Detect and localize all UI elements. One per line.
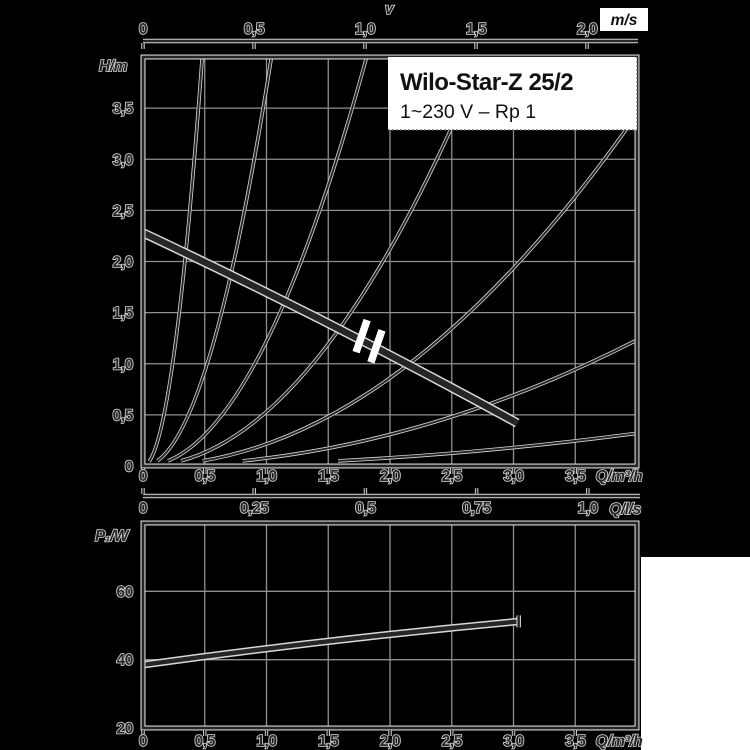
power-axis-label: P₁/W xyxy=(95,528,129,545)
lps-axis-tick-label: 0,5 xyxy=(355,500,376,517)
bottom-x-tick-label: 2,0 xyxy=(379,733,401,750)
head-y-tick-label: 0 xyxy=(124,458,133,476)
v-axis-label: v xyxy=(384,1,394,18)
product-title: Wilo-Star-Z 25/2 xyxy=(400,69,574,96)
top-x-tick-label: 1,0 xyxy=(256,468,277,485)
power-y-tick-label: 60 xyxy=(116,583,133,601)
ms-unit-box xyxy=(600,8,648,31)
bottom-x-tick-label: 1,0 xyxy=(256,733,277,750)
top-x-tick-label: 3,5 xyxy=(565,468,586,485)
bottom-x-tick-label: 3,0 xyxy=(503,733,524,750)
v-axis-tick-label: 0,5 xyxy=(243,21,265,38)
head-y-tick-label: 3,5 xyxy=(112,100,133,118)
top-x-tick-label: 1,5 xyxy=(318,468,339,485)
lps-axis-tick-label: 1,0 xyxy=(577,500,598,517)
v-axis-tick-label: 1,5 xyxy=(465,21,487,38)
head-y-tick-label: 2,5 xyxy=(112,202,133,220)
product-subtitle: 1~230 V – Rp 1 xyxy=(400,101,537,123)
v-axis-tick-label: 0 xyxy=(138,21,148,38)
head-y-tick-label: 1,0 xyxy=(112,356,133,374)
power-y-tick-label: 20 xyxy=(116,720,133,738)
top-x-tick-label: 2,5 xyxy=(441,468,462,485)
bottom-flow-unit-label: Q/m³/h xyxy=(595,733,643,750)
power-y-tick-label: 40 xyxy=(116,652,133,670)
white-patch xyxy=(641,557,750,750)
top-x-tick-label: 2,0 xyxy=(379,468,401,485)
bottom-x-tick-label: 0 xyxy=(138,733,148,750)
lps-axis-tick-label: 0,25 xyxy=(239,500,269,517)
ms-unit-label: m/s xyxy=(610,12,638,29)
bottom-x-tick-label: 2,5 xyxy=(441,733,462,750)
top-x-tick-label: 3,0 xyxy=(503,468,524,485)
head-y-tick-label: 2,0 xyxy=(112,254,133,271)
bottom-x-tick-label: 1,5 xyxy=(318,733,339,750)
head-y-tick-label: 1,5 xyxy=(112,305,133,323)
lps-axis-tick-label: 0 xyxy=(138,500,148,517)
lps-unit-label: Q/l/s xyxy=(609,501,641,518)
lps-axis-tick-label: 0,75 xyxy=(462,500,491,517)
head-axis-label: H/m xyxy=(99,58,128,75)
head-y-tick-label: 3,0 xyxy=(112,151,133,169)
top-x-tick-label: 0 xyxy=(138,468,148,485)
v-axis-tick-label: 2,0 xyxy=(576,21,598,38)
bottom-x-tick-label: 3,5 xyxy=(565,733,586,750)
head-y-tick-label: 0,5 xyxy=(112,407,133,425)
bottom-x-tick-label: 0,5 xyxy=(194,733,215,750)
title-box xyxy=(388,57,637,130)
v-axis-tick-label: 1,0 xyxy=(354,21,376,38)
top-flow-unit-label: Q/m³/h xyxy=(595,468,643,485)
top-x-tick-label: 0,5 xyxy=(194,468,215,485)
